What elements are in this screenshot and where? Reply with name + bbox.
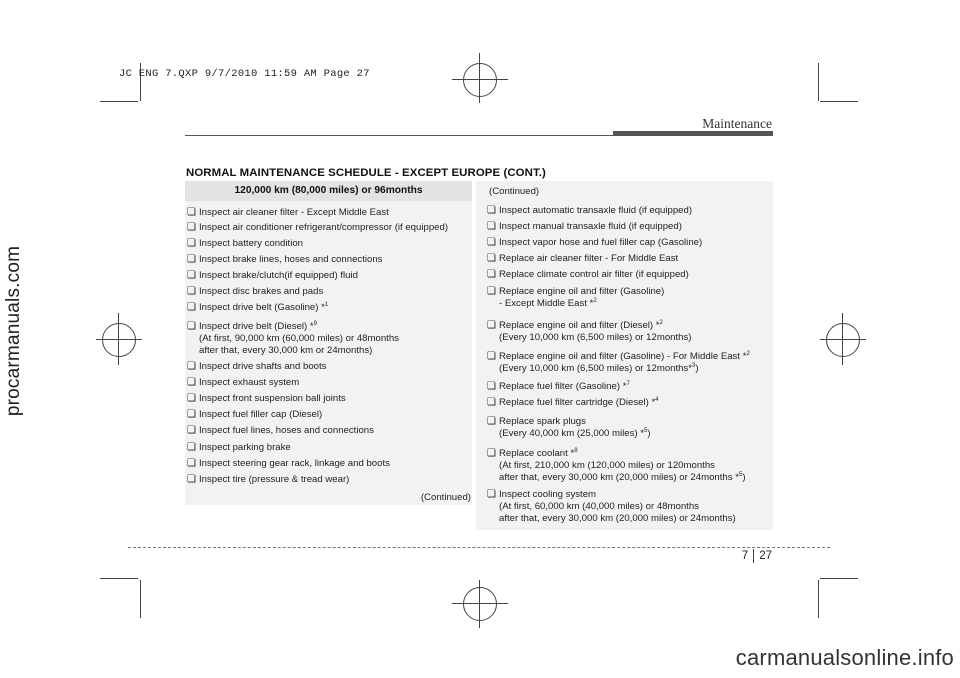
checkbox-icon: ❏ xyxy=(487,237,496,248)
list-item-detail: (At first, 60,000 km (40,000 miles) or 48months xyxy=(499,501,699,512)
list-item-detail: (At first, 90,000 km (60,000 miles) or 48months xyxy=(199,333,399,344)
checkbox-icon: ❏ xyxy=(187,425,196,436)
list-item: ❏ Inspect steering gear rack, linkage and boots xyxy=(187,458,390,469)
checkbox-icon: ❏ xyxy=(187,207,196,218)
registration-mark-icon xyxy=(820,339,866,340)
list-item: ❏ Inspect manual transaxle fluid (if equipped) xyxy=(487,221,682,232)
checkbox-icon: ❏ xyxy=(187,238,196,249)
list-item: ❏ Inspect front suspension ball joints xyxy=(187,393,346,404)
continued-note: (Continued) xyxy=(489,186,540,197)
list-item: ❏ Inspect fuel lines, hoses and connections xyxy=(187,425,374,436)
registration-mark-icon xyxy=(452,603,508,604)
chapter-number: 7 xyxy=(741,550,749,562)
list-item: ❏ Inspect vapor hose and fuel filler cap (Gasoline) xyxy=(487,237,703,248)
checkbox-icon: ❏ xyxy=(187,442,196,453)
list-item: ❏ Inspect tire (pressure & tread wear) xyxy=(187,474,350,485)
list-item: ❏ Inspect battery condition xyxy=(187,238,303,249)
checkbox-icon: ❏ xyxy=(187,393,196,404)
list-item: ❏ Inspect brake lines, hoses and connections xyxy=(187,254,383,265)
checkbox-icon: ❏ xyxy=(187,270,196,281)
list-item: ❏ Inspect air cleaner filter - Except Middle East xyxy=(187,207,389,218)
checkbox-icon: ❏ xyxy=(187,254,196,265)
page-number xyxy=(742,549,772,563)
list-item: ❏ Inspect fuel filler cap (Diesel) xyxy=(187,409,323,420)
checkbox-icon: ❏ xyxy=(187,458,196,469)
list-item: ❏ Replace engine oil and filter (Diesel) *$^2$ xyxy=(487,319,663,331)
page-number-value: 27 xyxy=(759,550,772,562)
registration-mark-icon xyxy=(96,339,142,340)
list-item: ❏ Inspect disc brakes and pads xyxy=(187,286,324,297)
crop-mark xyxy=(818,63,819,101)
checkbox-icon: ❏ xyxy=(187,377,196,388)
side-watermark: procarmanuals.com xyxy=(3,245,24,417)
registration-mark-icon xyxy=(118,313,119,365)
checkbox-icon: ❏ xyxy=(187,361,196,372)
list-item: ❏ Replace climate control air filter (if equipped) xyxy=(487,269,689,280)
list-item: ❏ Inspect drive shafts and boots xyxy=(187,361,327,372)
bottom-watermark: carmanualsonline.info xyxy=(735,645,954,670)
checkbox-icon: ❏ xyxy=(187,409,196,420)
list-item: ❏ Replace spark plugs xyxy=(487,416,586,427)
checkbox-icon: ❏ xyxy=(487,416,496,427)
checkbox-icon: ❏ xyxy=(487,381,496,392)
checkbox-icon: ❏ xyxy=(487,269,496,280)
checkbox-icon: ❏ xyxy=(187,321,196,332)
print-slug-line: JC ENG 7.QXP 9/7/2010 11:59 AM Page 27 xyxy=(119,68,370,80)
list-item-detail: - Except Middle East *$^2$ xyxy=(499,297,597,309)
registration-mark-icon xyxy=(452,79,508,80)
checkbox-icon: ❏ xyxy=(487,205,496,216)
list-item: ❏ Replace fuel filter cartridge (Diesel) *$^4$ xyxy=(487,396,659,408)
list-item-detail: (Every 10,000 km (6,500 miles) or 12months*$^3$) xyxy=(499,362,699,374)
page-title: NORMAL MAINTENANCE SCHEDULE - EXCEPT EUROPE (CONT.) xyxy=(186,167,546,179)
footer-divider xyxy=(128,547,830,548)
checkbox-icon: ❏ xyxy=(487,489,496,500)
interval-heading: 120,000 km (80,000 miles) or 96months xyxy=(234,185,423,196)
crop-mark xyxy=(140,580,141,618)
continued-note: (Continued) xyxy=(420,492,471,503)
checkbox-icon: ❏ xyxy=(487,253,496,264)
list-item: ❏ Inspect air conditioner refrigerant/compressor (if equipped) xyxy=(187,222,449,233)
header-rule-accent xyxy=(613,131,773,136)
list-item: ❏ Replace fuel filter (Gasoline) *$^7$ xyxy=(487,380,630,392)
registration-mark-icon xyxy=(826,323,860,357)
checkbox-icon: ❏ xyxy=(487,286,496,297)
crop-mark xyxy=(100,101,138,102)
list-item-detail: after that, every 30,000 km (20,000 miles) or 24months *$^5$) xyxy=(499,471,746,483)
list-item: ❏ Inspect cooling system xyxy=(487,489,597,500)
list-item-detail: (Every 40,000 km (25,000 miles) *$^5$) xyxy=(499,427,651,439)
list-item-detail: after that, every 30,000 km or 24months) xyxy=(199,345,373,356)
header-rule xyxy=(185,135,613,136)
list-item: ❏ Inspect exhaust system xyxy=(187,377,300,388)
registration-mark-icon xyxy=(463,587,497,621)
list-item: ❏ Replace coolant *$^8$ xyxy=(487,447,578,459)
registration-mark-icon xyxy=(479,580,480,628)
registration-mark-icon xyxy=(463,63,497,97)
list-item: ❏ Inspect parking brake xyxy=(187,442,291,453)
crop-mark xyxy=(818,580,819,618)
list-item: ❏ Replace engine oil and filter (Gasoline) - For Middle East *$^2$ xyxy=(487,350,750,362)
crop-mark xyxy=(820,101,858,102)
registration-mark-icon xyxy=(479,53,480,103)
list-item: ❏ Inspect brake/clutch(if equipped) fluid xyxy=(187,270,358,281)
list-item-detail: (At first, 210,000 km (120,000 miles) or 120months xyxy=(499,460,715,471)
list-item: ❏ Replace air cleaner filter - For Middle East xyxy=(487,253,679,264)
checkbox-icon: ❏ xyxy=(487,320,496,331)
registration-mark-icon xyxy=(102,323,136,357)
list-item: ❏ Replace engine oil and filter (Gasoline) xyxy=(487,286,665,297)
page-number-separator xyxy=(753,549,754,563)
list-item: ❏ Inspect drive belt (Gasoline) *$^1$ xyxy=(187,301,329,313)
checkbox-icon: ❏ xyxy=(187,286,196,297)
checkbox-icon: ❏ xyxy=(487,221,496,232)
crop-mark xyxy=(820,578,858,579)
checkbox-icon: ❏ xyxy=(487,448,496,459)
list-item-detail: (Every 10,000 km (6,500 miles) or 12months) xyxy=(499,332,692,343)
checkbox-icon: ❏ xyxy=(487,397,496,408)
checkbox-icon: ❏ xyxy=(187,302,196,313)
list-item: ❏ Inspect automatic transaxle fluid (if equipped) xyxy=(487,205,693,216)
crop-mark xyxy=(100,578,138,579)
registration-mark-icon xyxy=(842,313,843,365)
checkbox-icon: ❏ xyxy=(187,474,196,485)
checkbox-icon: ❏ xyxy=(187,222,196,233)
list-item: ❏ Inspect drive belt (Diesel) *$^9$ xyxy=(187,320,317,332)
section-title: Maintenance xyxy=(702,116,772,131)
checkbox-icon: ❏ xyxy=(487,351,496,362)
list-item-detail: after that, every 30,000 km (20,000 miles) or 24months) xyxy=(499,513,736,524)
